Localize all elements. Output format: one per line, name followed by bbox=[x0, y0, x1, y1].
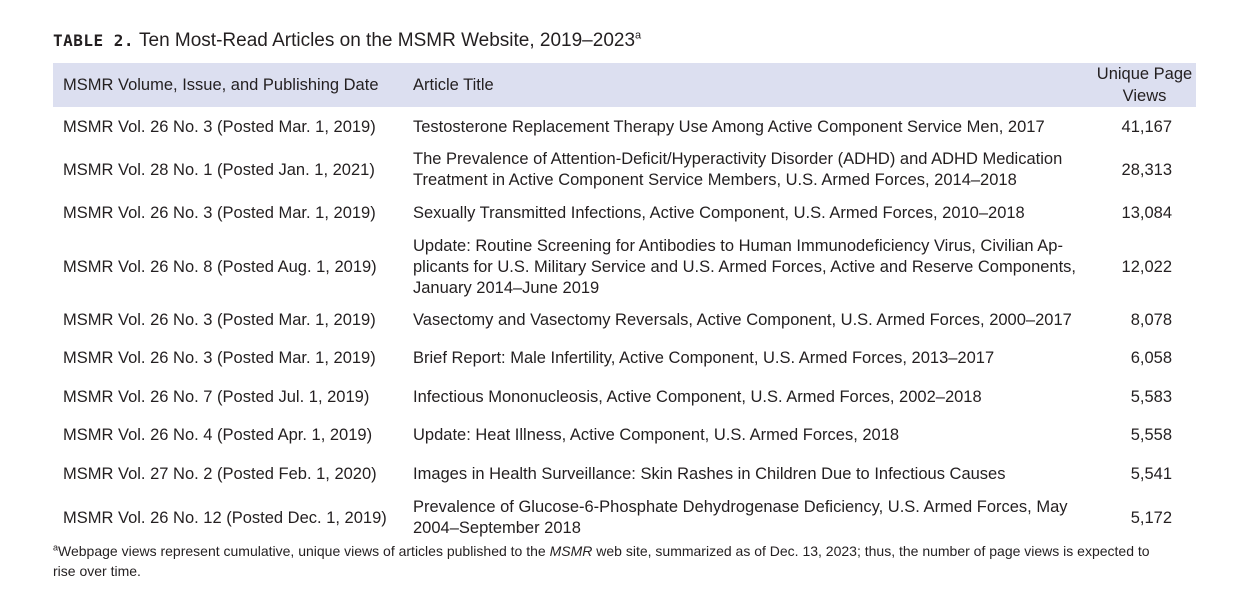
table-row bbox=[53, 378, 1196, 417]
cell-publication: MSMR Vol. 26 No. 3 (Posted Mar. 1, 2019) bbox=[63, 204, 376, 223]
cell-article-title: Infectious Mononucleosis, Active Component, U.S. Armed Forces, 2002–2018 bbox=[413, 387, 982, 406]
column-header-publication: MSMR Volume, Issue, and Publishing Date bbox=[63, 75, 379, 94]
column-header-article-title: Article Title bbox=[413, 75, 494, 94]
cell-publication: MSMR Vol. 26 No. 4 (Posted Apr. 1, 2019) bbox=[63, 426, 373, 445]
cell-article-title: The Prevalence of Attention-Deficit/Hyperactivity Disorder (ADHD) and ADHD Medication Treatment in Active Component Service Members, U.S. Armed Forces, 2014–2018 bbox=[413, 150, 1063, 189]
table-row bbox=[53, 233, 1196, 301]
cell-publication: MSMR Vol. 26 No. 3 (Posted Mar. 1, 2019) bbox=[63, 349, 376, 368]
cell-publication: MSMR Vol. 26 No. 3 (Posted Mar. 1, 2019) bbox=[63, 117, 376, 136]
footnote-marker: a bbox=[53, 542, 59, 553]
footnote-journal-name: MSMR bbox=[549, 543, 593, 559]
cell-article-title: Update: Heat Illness, Active Component, U.S. Armed Forces, 2018 bbox=[413, 426, 900, 445]
cell-publication: MSMR Vol. 26 No. 7 (Posted Jul. 1, 2019) bbox=[63, 387, 370, 406]
column-header-page-views: Unique Page Views bbox=[1096, 65, 1193, 105]
cell-page-views: 13,084 bbox=[1121, 204, 1172, 223]
cell-page-views: 5,583 bbox=[1130, 387, 1172, 406]
cell-article-title: Sexually Transmitted Infections, Active Component, U.S. Armed Forces, 2010–2018 bbox=[413, 204, 1025, 223]
title-footnote-marker: a bbox=[635, 29, 642, 42]
cell-page-views: 6,058 bbox=[1130, 349, 1172, 368]
footnote-text-start: Webpage views represent cumulative, unique views of articles published to the bbox=[58, 543, 550, 559]
table-row bbox=[53, 417, 1196, 456]
cell-article-title: Images in Health Surveillance: Skin Rashes in Children Due to Infectious Causes bbox=[413, 464, 1006, 483]
table-row bbox=[53, 494, 1196, 543]
footnote-text-end: web site, summarized as of Dec. 13, 2023; thus, the number of page views is expected to rise over time. bbox=[53, 543, 1150, 579]
table-title bbox=[53, 29, 641, 53]
table-footnote bbox=[53, 541, 1173, 581]
cell-publication: MSMR Vol. 26 No. 3 (Posted Mar. 1, 2019) bbox=[63, 310, 376, 329]
table-row bbox=[53, 146, 1196, 195]
cell-page-views: 5,558 bbox=[1130, 426, 1172, 445]
cell-publication: MSMR Vol. 26 No. 12 (Posted Dec. 1, 2019) bbox=[63, 508, 387, 527]
table-header-row bbox=[53, 63, 1196, 107]
cell-publication: MSMR Vol. 27 No. 2 (Posted Feb. 1, 2020) bbox=[63, 464, 377, 483]
table-row bbox=[53, 340, 1196, 379]
cell-article-title: Update: Routine Screening for Antibodies to Human Immunodeficiency Virus, Civilian Ap-plicants for U.S. Military Service and U.S. Armed Forces, Active and Reserve Components, January 2014–June 2019 bbox=[413, 236, 1077, 297]
cell-page-views: 5,172 bbox=[1130, 508, 1172, 527]
cell-article-title: Brief Report: Male Infertility, Active Component, U.S. Armed Forces, 2013–2017 bbox=[413, 349, 995, 368]
cell-page-views: 41,167 bbox=[1121, 117, 1172, 136]
table-title-text: Ten Most-Read Articles on the MSMR Website, 2019–2023 bbox=[139, 30, 636, 51]
table-row bbox=[53, 195, 1196, 234]
table-row bbox=[53, 107, 1196, 146]
cell-publication: MSMR Vol. 26 No. 8 (Posted Aug. 1, 2019) bbox=[63, 257, 377, 276]
table-row bbox=[53, 301, 1196, 340]
cell-article-title: Testosterone Replacement Therapy Use Among Active Component Service Men, 2017 bbox=[413, 117, 1045, 136]
cell-article-title: Prevalence of Glucose-6-Phosphate Dehydrogenase Deficiency, U.S. Armed Forces, May 2004–September 2018 bbox=[413, 498, 1068, 537]
cell-article-title: Vasectomy and Vasectomy Reversals, Active Component, U.S. Armed Forces, 2000–2017 bbox=[413, 310, 1072, 329]
cell-page-views: 28,313 bbox=[1121, 160, 1172, 179]
cell-page-views: 8,078 bbox=[1130, 310, 1172, 329]
articles-table bbox=[53, 63, 1196, 543]
cell-page-views: 5,541 bbox=[1130, 464, 1172, 483]
table-label: TABLE 2. bbox=[53, 31, 135, 50]
cell-publication: MSMR Vol. 28 No. 1 (Posted Jan. 1, 2021) bbox=[63, 160, 375, 179]
cell-page-views: 12,022 bbox=[1121, 257, 1172, 276]
table-row bbox=[53, 455, 1196, 494]
